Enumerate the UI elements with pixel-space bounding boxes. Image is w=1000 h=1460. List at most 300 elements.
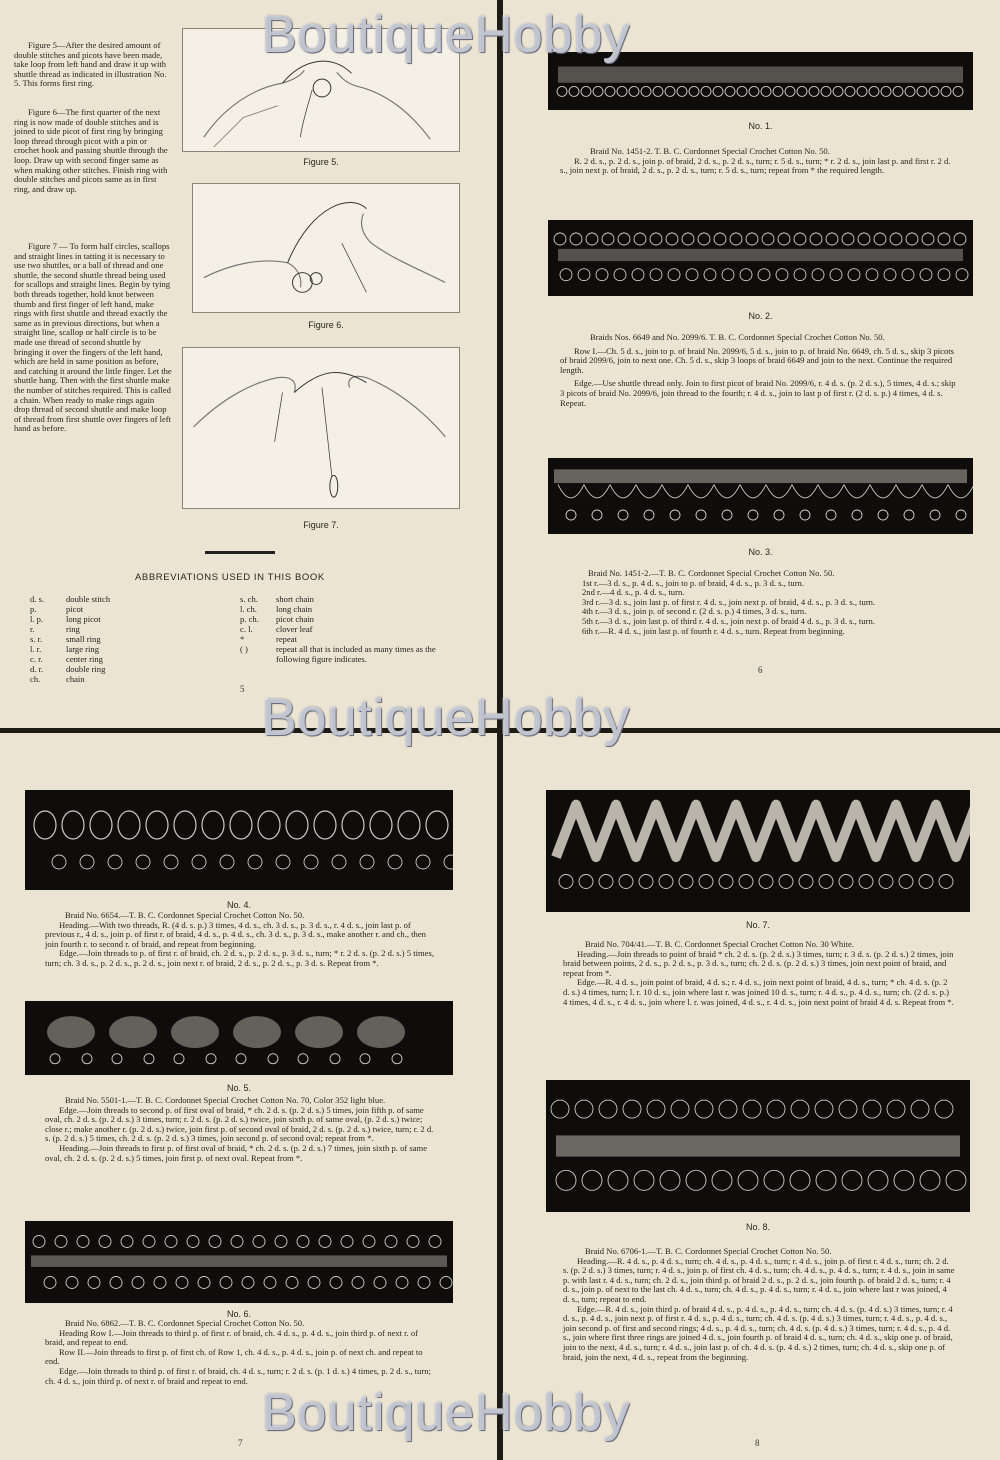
lace-motif xyxy=(370,811,392,839)
abbreviation-row xyxy=(30,655,210,665)
sample-caption: No. 4. xyxy=(226,900,251,910)
lace-motif xyxy=(352,1277,364,1289)
lace-motif xyxy=(890,233,902,245)
lace-motif xyxy=(363,1236,375,1248)
lace-motif xyxy=(388,855,402,869)
paragraph: Braid No. 704/41.—T. B. C. Cordonnet Special Crochet Cotton No. 30 White. xyxy=(585,939,854,949)
lace-motif xyxy=(857,86,867,96)
lace-motif xyxy=(858,233,870,245)
lace-motif xyxy=(396,1277,408,1289)
lace-motif xyxy=(774,510,784,520)
lace-motif xyxy=(641,86,651,96)
lace-motif xyxy=(629,86,639,96)
lace-motif xyxy=(848,269,860,281)
lace-motif xyxy=(144,1054,154,1064)
lace-motif xyxy=(118,811,140,839)
lace-motif xyxy=(444,855,453,869)
lace-motif xyxy=(665,86,675,96)
lace-motif xyxy=(602,233,614,245)
lace-motif xyxy=(154,1277,166,1289)
lace-motif xyxy=(884,269,896,281)
page-6 xyxy=(503,0,1000,728)
lace-motif xyxy=(220,855,234,869)
lace-motif xyxy=(938,233,950,245)
lace-motif xyxy=(696,510,706,520)
lace-motif xyxy=(330,1054,340,1064)
lace-motif xyxy=(863,1100,881,1118)
braid-sample-2 xyxy=(548,220,973,296)
abbreviation-meaning: double ring xyxy=(66,664,106,674)
lace-motif xyxy=(187,1236,199,1248)
paragraph: Edge.—Join threads to third p. of first r. of braid, ch. 4 d. s., turn; r. 2 d. s. (p. 1 d. s.) 4 times, p. 2 d. s., turn; ch. 4 d. s., join third p. of next r. of braid and repeat to end. xyxy=(45,1365,431,1386)
lace-motif xyxy=(332,855,346,869)
lace-motif xyxy=(689,86,699,96)
lace-motif xyxy=(730,233,742,245)
lace-motif xyxy=(99,1236,111,1248)
lace-motif xyxy=(792,485,818,498)
lace-icon xyxy=(546,790,970,912)
abbreviation-key: c. r. xyxy=(30,654,43,664)
lace-motif xyxy=(794,233,806,245)
page-8 xyxy=(503,733,1000,1460)
braid-sample-8 xyxy=(546,1080,970,1212)
page-7 xyxy=(0,733,497,1460)
lace-motif xyxy=(276,855,290,869)
lace-motif xyxy=(740,485,766,498)
lace-motif xyxy=(554,233,566,245)
lace-motif xyxy=(919,875,933,889)
lace-motif xyxy=(809,86,819,96)
paragraph: Braids Nos. 6649 and No. 2099/6. T. B. C. Cordonnet Special Crochet Cotton No. 50. xyxy=(590,332,885,342)
lace-motif xyxy=(650,269,662,281)
lace-motif xyxy=(698,233,710,245)
lace-motif xyxy=(398,811,420,839)
paragraph: Heading.—Join threads to first p. of first oval of braid, * ch. 2 d. s. (p. 2 d. s.) 7 times, join sixth p. of same oval, ch. 2 d. s. (p. 2 d. s.) 5 times, join first p. of next oval. Repeat from *. xyxy=(45,1142,428,1163)
lace-motif xyxy=(592,510,602,520)
lace-motif xyxy=(62,811,84,839)
watermark: BoutiqueHobby xyxy=(262,6,631,64)
paragraph: Edge.—R. 4 d. s., join third p. of braid 4 d. s., p. 4 d. s., p. 4 d. s., turn; ch. 4 d. s. (p. 4 d. s.) 3 times, turn; r. 4 d. s., p. 4 d. s., join next p. of first r. 4 d. s., p. 4 d. s., turn; ch. 4 d. s. (p. 4 d. s.) 3 times, turn; r. 4 d. s., p. 4 d. s., join second p. of first and second rings; 4 d. s., p. 4 d. s., turn; ch. 4 d. s. (p. 4 d. s.) 3 times, turn; r. 4 d. s., p. 4 d. s., join where first three rings are joined 4 d. s., join fourth p. of braid 4 d. s., turn; ch. 4 d. s., skip one p. of braid, join to the next, 4 d. s., turn; r. 4 d. s., join last p. of ch. 4 d. s. (p. 4 d. s.) 2 times, turn; ch. 4 d. s., skip one p. of braid, join the next, 4 d. s., repeat from the beginning. xyxy=(563,1303,953,1362)
lace-motif xyxy=(920,1170,940,1190)
lace-motif xyxy=(719,1100,737,1118)
sample-caption: No. 6. xyxy=(226,1309,251,1319)
lace-motif xyxy=(852,510,862,520)
abbreviation-key: ( ) xyxy=(240,644,248,654)
lace-motif xyxy=(887,1100,905,1118)
lace-motif xyxy=(50,1054,60,1064)
lace-motif xyxy=(776,269,788,281)
lace-motif xyxy=(596,269,608,281)
lace-motif xyxy=(737,86,747,96)
lace-motif xyxy=(360,1054,370,1064)
lace-motif xyxy=(899,875,913,889)
lace-motif xyxy=(647,1100,665,1118)
lace-motif xyxy=(701,86,711,96)
lace-motif xyxy=(906,233,918,245)
lace-motif xyxy=(136,855,150,869)
lace-motif xyxy=(582,1170,602,1190)
hands-shuttle-icon xyxy=(183,348,459,508)
lace-motif xyxy=(671,1100,689,1118)
lace-motif xyxy=(578,269,590,281)
lace-motif xyxy=(295,1016,343,1048)
lace-motif xyxy=(666,233,678,245)
lace-motif xyxy=(650,233,662,245)
lace-motif xyxy=(426,811,448,839)
abbreviation-row xyxy=(240,645,455,664)
figure-6-text xyxy=(14,108,172,194)
lace-motif xyxy=(258,811,280,839)
abbreviation-key: * xyxy=(240,634,245,644)
figure-7-text xyxy=(14,242,172,434)
lace-motif xyxy=(593,86,603,96)
lace-motif xyxy=(584,485,610,498)
lace-motif xyxy=(764,1170,784,1190)
instructions-no4 xyxy=(45,911,437,969)
lace-motif xyxy=(231,1236,243,1248)
lace-motif xyxy=(839,1100,857,1118)
abbreviation-key: d. s. xyxy=(30,594,45,604)
lace-motif xyxy=(922,233,934,245)
lace-motif xyxy=(859,875,873,889)
lace-motif xyxy=(881,86,891,96)
hands-icon xyxy=(193,184,459,312)
instructions-no5 xyxy=(45,1096,437,1163)
lace-motif xyxy=(821,86,831,96)
lace-motif xyxy=(779,875,793,889)
paragraph: Edge.—Join threads to p. of first r. of braid, ch. 2 d. s., p. 2 d. s., p. 3 d. s., turn; * r. 2 d. s. (p. 2 d. s.) 5 times, turn; ch. 3 d. s., p. 2 d. s., p. 2 d. s., join next r. of braid, 2 d. s., p. 2 d. s., p. 3 d. s. Repeat from *. xyxy=(45,948,434,968)
lace-motif xyxy=(749,86,759,96)
lace-motif xyxy=(416,855,430,869)
lace-motif xyxy=(874,233,886,245)
figure-7-illustration xyxy=(182,347,460,509)
lace-motif xyxy=(268,1054,278,1064)
page-number: 5 xyxy=(240,684,245,694)
lace-motif xyxy=(82,1054,92,1064)
lace-motif xyxy=(44,1277,56,1289)
lace-motif xyxy=(174,1054,184,1064)
page-number: 8 xyxy=(755,1438,760,1448)
lace-motif xyxy=(714,485,740,498)
lace-motif xyxy=(954,233,966,245)
paragraph: Row I.—Ch. 5 d. s., join to p. of braid No. 2099/6, 5 d. s., join to p. of braid No. 6649, ch. 5 d. s., skip 3 picots of braid 2099/6, join to next one. Ch. 5 d. s., skip 3 loops of braid 6649 and join to the next. Continue the required length. xyxy=(560,345,955,375)
abbreviation-meaning: double stitch xyxy=(66,594,111,604)
paragraph: 5th r.—3 d. s., join last p. of third r. 4 d. s., join next p. of braid 4 d. s., p. 3 d. s., turn. xyxy=(582,615,875,626)
lace-motif xyxy=(253,1236,265,1248)
lace-motif xyxy=(767,1100,785,1118)
figure-5-caption: Figure 5. xyxy=(303,157,339,167)
paragraph: 1st r.—3 d. s., p. 4 d. s., join to p. of braid, 4 d. s., p. 3 d. s., turn. xyxy=(582,577,805,588)
paragraph: Heading.—With two threads, R. (4 d. s. p.) 3 times, 4 d. s., ch. 3 d. s., p. 3 d. s., r. 4 d. s., join last p. of previous r., 4 d. s., join p. of first r. of braid, 4 d. s., p. 4 d. s., ch. 3 d. s., p. 3 d. s., make another r. and ch., then join fourth r. to second r. of braid, and repeat from beginning. xyxy=(45,919,426,949)
abbreviation-meaning: chain xyxy=(66,674,85,684)
abbreviation-meaning: center ring xyxy=(66,654,103,664)
abbreviation-row xyxy=(240,625,455,635)
braid-sample-5 xyxy=(25,1001,453,1075)
lace-motif xyxy=(902,269,914,281)
lace-motif xyxy=(429,1236,441,1248)
lace-motif xyxy=(810,233,822,245)
abbreviation-key: l. r. xyxy=(30,644,42,654)
lace-motif xyxy=(773,86,783,96)
paragraph: Braid No. 6654.—T. B. C. Cordonnet Special Crochet Cotton No. 50. xyxy=(65,910,305,920)
paragraph: Edge.—Join threads to second p. of first oval of braid, * ch. 2 d. s. (p. 2 d. s.) 5 times, join fifth p. of same oval, ch. 2 d. s. (p. 2 d. s.) 3 times, turn; r. 2 d. s. (p. 2 d. s.) twice, join sixth p. of same oval, (p. 2 d. s.) twice; close r.; make another r. (p. 2 d. s.) twice, join first p. of second oval of braid, 2 d. s. (p. 2 d. s.) twice, turn; r. 2 d. s. (p. 2 d. s.) 5 times, ch. 2 d. s. (p. 2 d. s.) 3 times, join second p. of second oval; repeat from *. xyxy=(45,1104,434,1144)
instructions-no2 xyxy=(560,333,960,408)
lace-motif xyxy=(297,1236,309,1248)
lace-motif xyxy=(842,1170,862,1190)
lace-motif xyxy=(52,855,66,869)
sample-caption: No. 3. xyxy=(748,547,773,557)
abbreviation-row xyxy=(30,635,210,645)
lace-motif xyxy=(893,86,903,96)
lace-motif xyxy=(758,269,770,281)
lace-motif xyxy=(286,1277,298,1289)
lace-motif xyxy=(719,875,733,889)
lace-motif xyxy=(794,269,806,281)
lace-motif xyxy=(738,1170,758,1190)
lace-motif xyxy=(319,1236,331,1248)
lace-icon xyxy=(25,1221,453,1303)
lace-motif xyxy=(740,269,752,281)
lace-motif xyxy=(342,811,364,839)
lace-motif xyxy=(941,86,951,96)
lace-motif xyxy=(558,67,963,83)
lace-motif xyxy=(176,1277,188,1289)
lace-motif xyxy=(659,875,673,889)
page-number: 6 xyxy=(758,665,763,675)
lace-motif xyxy=(662,485,688,498)
lace-motif xyxy=(569,86,579,96)
lace-motif xyxy=(33,1236,45,1248)
lace-motif xyxy=(922,485,948,498)
paragraph: Edge.—Use shuttle thread only. Join to first picot of braid No. 2099/6, r. 4 d. s. (p. 2 d. s.), 5 times, 4 d. s.; skip 3 picots of braid No. 2099/6, join thread to the fourth; r. 4 d. s., join to last p of first r. (2 d. s. p.) 4 times, 4 d. s. Repeat. xyxy=(560,378,956,408)
lace-motif xyxy=(392,1054,402,1064)
lace-motif xyxy=(556,805,970,857)
lace-icon xyxy=(25,1001,453,1075)
lace-motif xyxy=(688,485,714,498)
sample-caption: No. 1. xyxy=(748,121,773,131)
lace-motif xyxy=(357,1016,405,1048)
abbreviation-key: l. p. xyxy=(30,614,44,624)
paragraph: Braid No. 6706-1.—T. B. C. Cordonnet Special Crochet Cotton No. 50. xyxy=(585,1246,832,1256)
abbreviation-key: s. ch. xyxy=(240,594,258,604)
lace-motif xyxy=(842,233,854,245)
paragraph: R. 2 d. s., p. 2 d. s., join p. of braid, 2 d. s., p. 2 d. s., turn; r. 5 d. s., turn; * r. 2 d. s., join last p. and first r. 2 d. s., join next p. of braid, 2 d. s., p. 2 d. s., turn; r. 5 d. s., turn; repeat from * the required length. xyxy=(560,155,951,176)
page-number: 7 xyxy=(238,1438,243,1448)
lace-motif xyxy=(636,485,662,498)
lace-motif xyxy=(722,269,734,281)
abbreviation-row xyxy=(30,615,210,625)
lace-motif xyxy=(236,1054,246,1064)
lace-motif xyxy=(174,811,196,839)
lace-motif xyxy=(275,1236,287,1248)
paragraph: Figure 6—The first quarter of the next ring is now made of double stitches and is joined to side picot of first ring by bringing loop thread through picot with a pin or crochet hook and passing shuttle through the loop. Draw up with second finger same as when making other stitches. Finish ring with double stitches and picots same as in first ring, and draw up. xyxy=(14,107,168,194)
lace-motif xyxy=(619,875,633,889)
lace-motif xyxy=(110,1277,122,1289)
lace-motif xyxy=(112,1054,122,1064)
lace-motif xyxy=(308,1277,320,1289)
lace-motif xyxy=(929,86,939,96)
lace-motif xyxy=(556,1170,576,1190)
lace-motif xyxy=(712,1170,732,1190)
lace-motif xyxy=(839,875,853,889)
lace-motif xyxy=(610,485,636,498)
lace-motif xyxy=(905,86,915,96)
abbreviation-meaning: ring xyxy=(66,624,80,634)
page-5 xyxy=(0,0,497,728)
lace-motif xyxy=(171,1016,219,1048)
lace-motif xyxy=(579,875,593,889)
lace-motif xyxy=(560,269,572,281)
paragraph: 6th r.—R. 4 d. s., join last p. of fourth r. 4 d. s., turn. Repeat from beginning. xyxy=(582,625,845,636)
lace-motif xyxy=(800,510,810,520)
figure-5-text xyxy=(14,41,172,89)
lace-motif xyxy=(146,811,168,839)
lace-motif xyxy=(714,233,726,245)
paragraph: Heading Row I.—Join threads to third p. of first r. of braid, ch. 4 d. s., p. 4 d. s., join third p. of next r. of braid, and repeat to end. xyxy=(45,1327,418,1348)
lace-motif xyxy=(634,233,646,245)
paragraph: Edge.—R. 4 d. s., join point of braid, 4 d. s.; r. 4 d. s., join next point of braid, 4 d. s., turn; * ch. 4 d. s. (p. 2 d. s.) 4 times, turn; l. r. 10 d. s., join where last r. was joined 10 d. s., turn; r. 4 d. s., p. 4 d. s., turn; ch. (2 d. s. p.) 4 times, 4 d. s., r. 4 d. s., join where l. r. was joined, 4 d. s., r. 4 d. s., join next point of braid 4 d. s. Repeat from *. xyxy=(563,977,954,1007)
lace-motif xyxy=(220,1277,232,1289)
lace-motif xyxy=(759,875,773,889)
lace-icon xyxy=(548,458,973,534)
abbreviation-key: r. xyxy=(30,624,35,634)
lace-motif xyxy=(385,1236,397,1248)
lace-motif xyxy=(599,1100,617,1118)
braid-sample-7 xyxy=(546,790,970,912)
lace-motif xyxy=(845,86,855,96)
lace-motif xyxy=(644,510,654,520)
lace-motif xyxy=(617,86,627,96)
lace-motif xyxy=(80,855,94,869)
abbreviation-row xyxy=(30,625,210,635)
lace-motif xyxy=(878,510,888,520)
lace-motif xyxy=(341,1236,353,1248)
lace-motif xyxy=(653,86,663,96)
abbreviation-meaning: small ring xyxy=(66,634,101,644)
paragraph: 3rd r.—3 d. s., join last p. of first r. 4 d. s., join next p. of braid, 4 d. s., p. 3 d. s., turn. xyxy=(582,596,876,607)
lace-icon xyxy=(548,220,973,296)
lace-motif xyxy=(818,485,844,498)
lace-motif xyxy=(47,1016,95,1048)
paragraph: Heading.—Join threads to point of braid * ch. 2 d. s. (p. 2 d. s.) 3 times, turn; r. 3 d. s. (p. 2 d. s.) 2 times, join braid between points, 2 d. s., p. 2 d. s., p. 3 d. s., turn; ch. 2 d. s. (p. 2 d. s.) 3 times, join next point of braid, and repeat from *. xyxy=(563,948,954,978)
lace-motif xyxy=(930,510,940,520)
lace-motif xyxy=(230,811,252,839)
lace-motif xyxy=(797,86,807,96)
lace-motif xyxy=(248,855,262,869)
lace-motif xyxy=(948,485,973,498)
lace-motif xyxy=(165,1236,177,1248)
lace-motif xyxy=(623,1100,641,1118)
lace-motif xyxy=(554,469,967,483)
lace-motif xyxy=(632,269,644,281)
abbreviation-meaning: picot xyxy=(66,604,84,614)
lace-motif xyxy=(677,86,687,96)
instructions-no7 xyxy=(563,940,955,1007)
lace-motif xyxy=(286,811,308,839)
abbreviation-row xyxy=(30,675,210,685)
lace-motif xyxy=(55,1236,67,1248)
watermark: BoutiqueHobby xyxy=(262,1384,631,1442)
lace-motif xyxy=(816,1170,836,1190)
lace-motif xyxy=(108,855,122,869)
lace-motif xyxy=(314,811,336,839)
lace-motif xyxy=(608,1170,628,1190)
lace-motif xyxy=(785,86,795,96)
lace-motif xyxy=(761,86,771,96)
lace-motif xyxy=(682,233,694,245)
paragraph: 4th r.—3 d. s., join p. of second r. (2 d. s. p.) 4 times, 3 d. s., turn. xyxy=(582,606,807,617)
abbreviation-meaning: long picot xyxy=(66,614,101,624)
lace-motif xyxy=(407,1236,419,1248)
paragraph: Figure 5—After the desired amount of double stitches and picots have been made, take loop from left hand and draw it up with shuttle thread as indicated in illustration No. 5. This forms first ring. xyxy=(14,40,167,89)
paragraph: 2nd r.—4 d. s., p. 4 d. s., turn. xyxy=(582,587,685,598)
sample-caption: No. 7. xyxy=(745,920,770,930)
lace-motif xyxy=(826,510,836,520)
lace-motif xyxy=(748,510,758,520)
lace-motif xyxy=(870,485,896,498)
paragraph: Braid No. 5501-1.—T. B. C. Cordonnet Special Crochet Cotton No. 70, Color 352 light blue. xyxy=(65,1095,386,1105)
lace-motif xyxy=(894,1170,914,1190)
divider xyxy=(205,551,275,554)
lace-motif xyxy=(192,855,206,869)
lace-motif xyxy=(164,855,178,869)
lace-motif xyxy=(815,1100,833,1118)
lace-motif xyxy=(31,1255,447,1266)
lace-motif xyxy=(77,1236,89,1248)
abbreviation-row xyxy=(30,645,210,655)
figure-6-illustration xyxy=(192,183,460,313)
lace-motif xyxy=(830,269,842,281)
lace-motif xyxy=(233,1016,281,1048)
paragraph: Figure 7 — To form half circles, scallops and straight lines in tatting it is necessary to use two shuttles, or a ball of thread and one shuttle, the second shuttle thread being used for scallops and straight lines. Begin by tying both threads together, hold knot between thumb and first finger of left hand, make rings with first shuttle and thread exactly the same as in previous directions, but when a straight line, scallop or half circle is to be made use thread of second shuttle by bringing it over the fingers of the left hand, which are held in same position as before, and catching it around the little finger. Let the shuttle hang. Then with the first shuttle make the number of stitches required. This is called a chain. When ready to make rings again drop thread of second shuttle and make loop of thread from first shuttle over fingers of left hand as before. xyxy=(14,241,172,434)
lace-motif xyxy=(264,1277,276,1289)
lace-motif xyxy=(132,1277,144,1289)
lace-motif xyxy=(791,1100,809,1118)
abbreviation-key: p. xyxy=(30,604,37,614)
lace-motif xyxy=(586,233,598,245)
lace-motif xyxy=(618,510,628,520)
lace-motif xyxy=(66,1277,78,1289)
lace-motif xyxy=(939,875,953,889)
lace-motif xyxy=(634,1170,654,1190)
lace-motif xyxy=(660,1170,680,1190)
instructions-no8 xyxy=(563,1247,955,1362)
figure-7-caption: Figure 7. xyxy=(303,520,339,530)
paragraph: Braid No. 1451-2.—T. B. C. Cordonnet Special Crochet Cotton No. 50. xyxy=(588,568,835,578)
lace-motif xyxy=(722,510,732,520)
lace-motif xyxy=(90,811,112,839)
abbreviation-row xyxy=(240,605,455,615)
braid-sample-3 xyxy=(548,458,973,534)
lace-motif xyxy=(639,875,653,889)
lace-motif xyxy=(618,233,630,245)
lace-motif xyxy=(575,1100,593,1118)
lace-motif xyxy=(556,1135,960,1156)
lace-motif xyxy=(956,510,966,520)
abbreviation-row xyxy=(30,595,210,605)
lace-motif xyxy=(819,875,833,889)
sample-caption: No. 5. xyxy=(226,1083,251,1093)
lace-motif xyxy=(790,1170,810,1190)
lace-motif xyxy=(88,1277,100,1289)
lace-motif xyxy=(686,1170,706,1190)
lace-motif xyxy=(695,1100,713,1118)
lace-motif xyxy=(109,1016,157,1048)
lace-motif xyxy=(904,510,914,520)
abbreviation-key: s. r. xyxy=(30,634,43,644)
abbreviation-key: c. l. xyxy=(240,624,253,634)
lace-motif xyxy=(209,1236,221,1248)
